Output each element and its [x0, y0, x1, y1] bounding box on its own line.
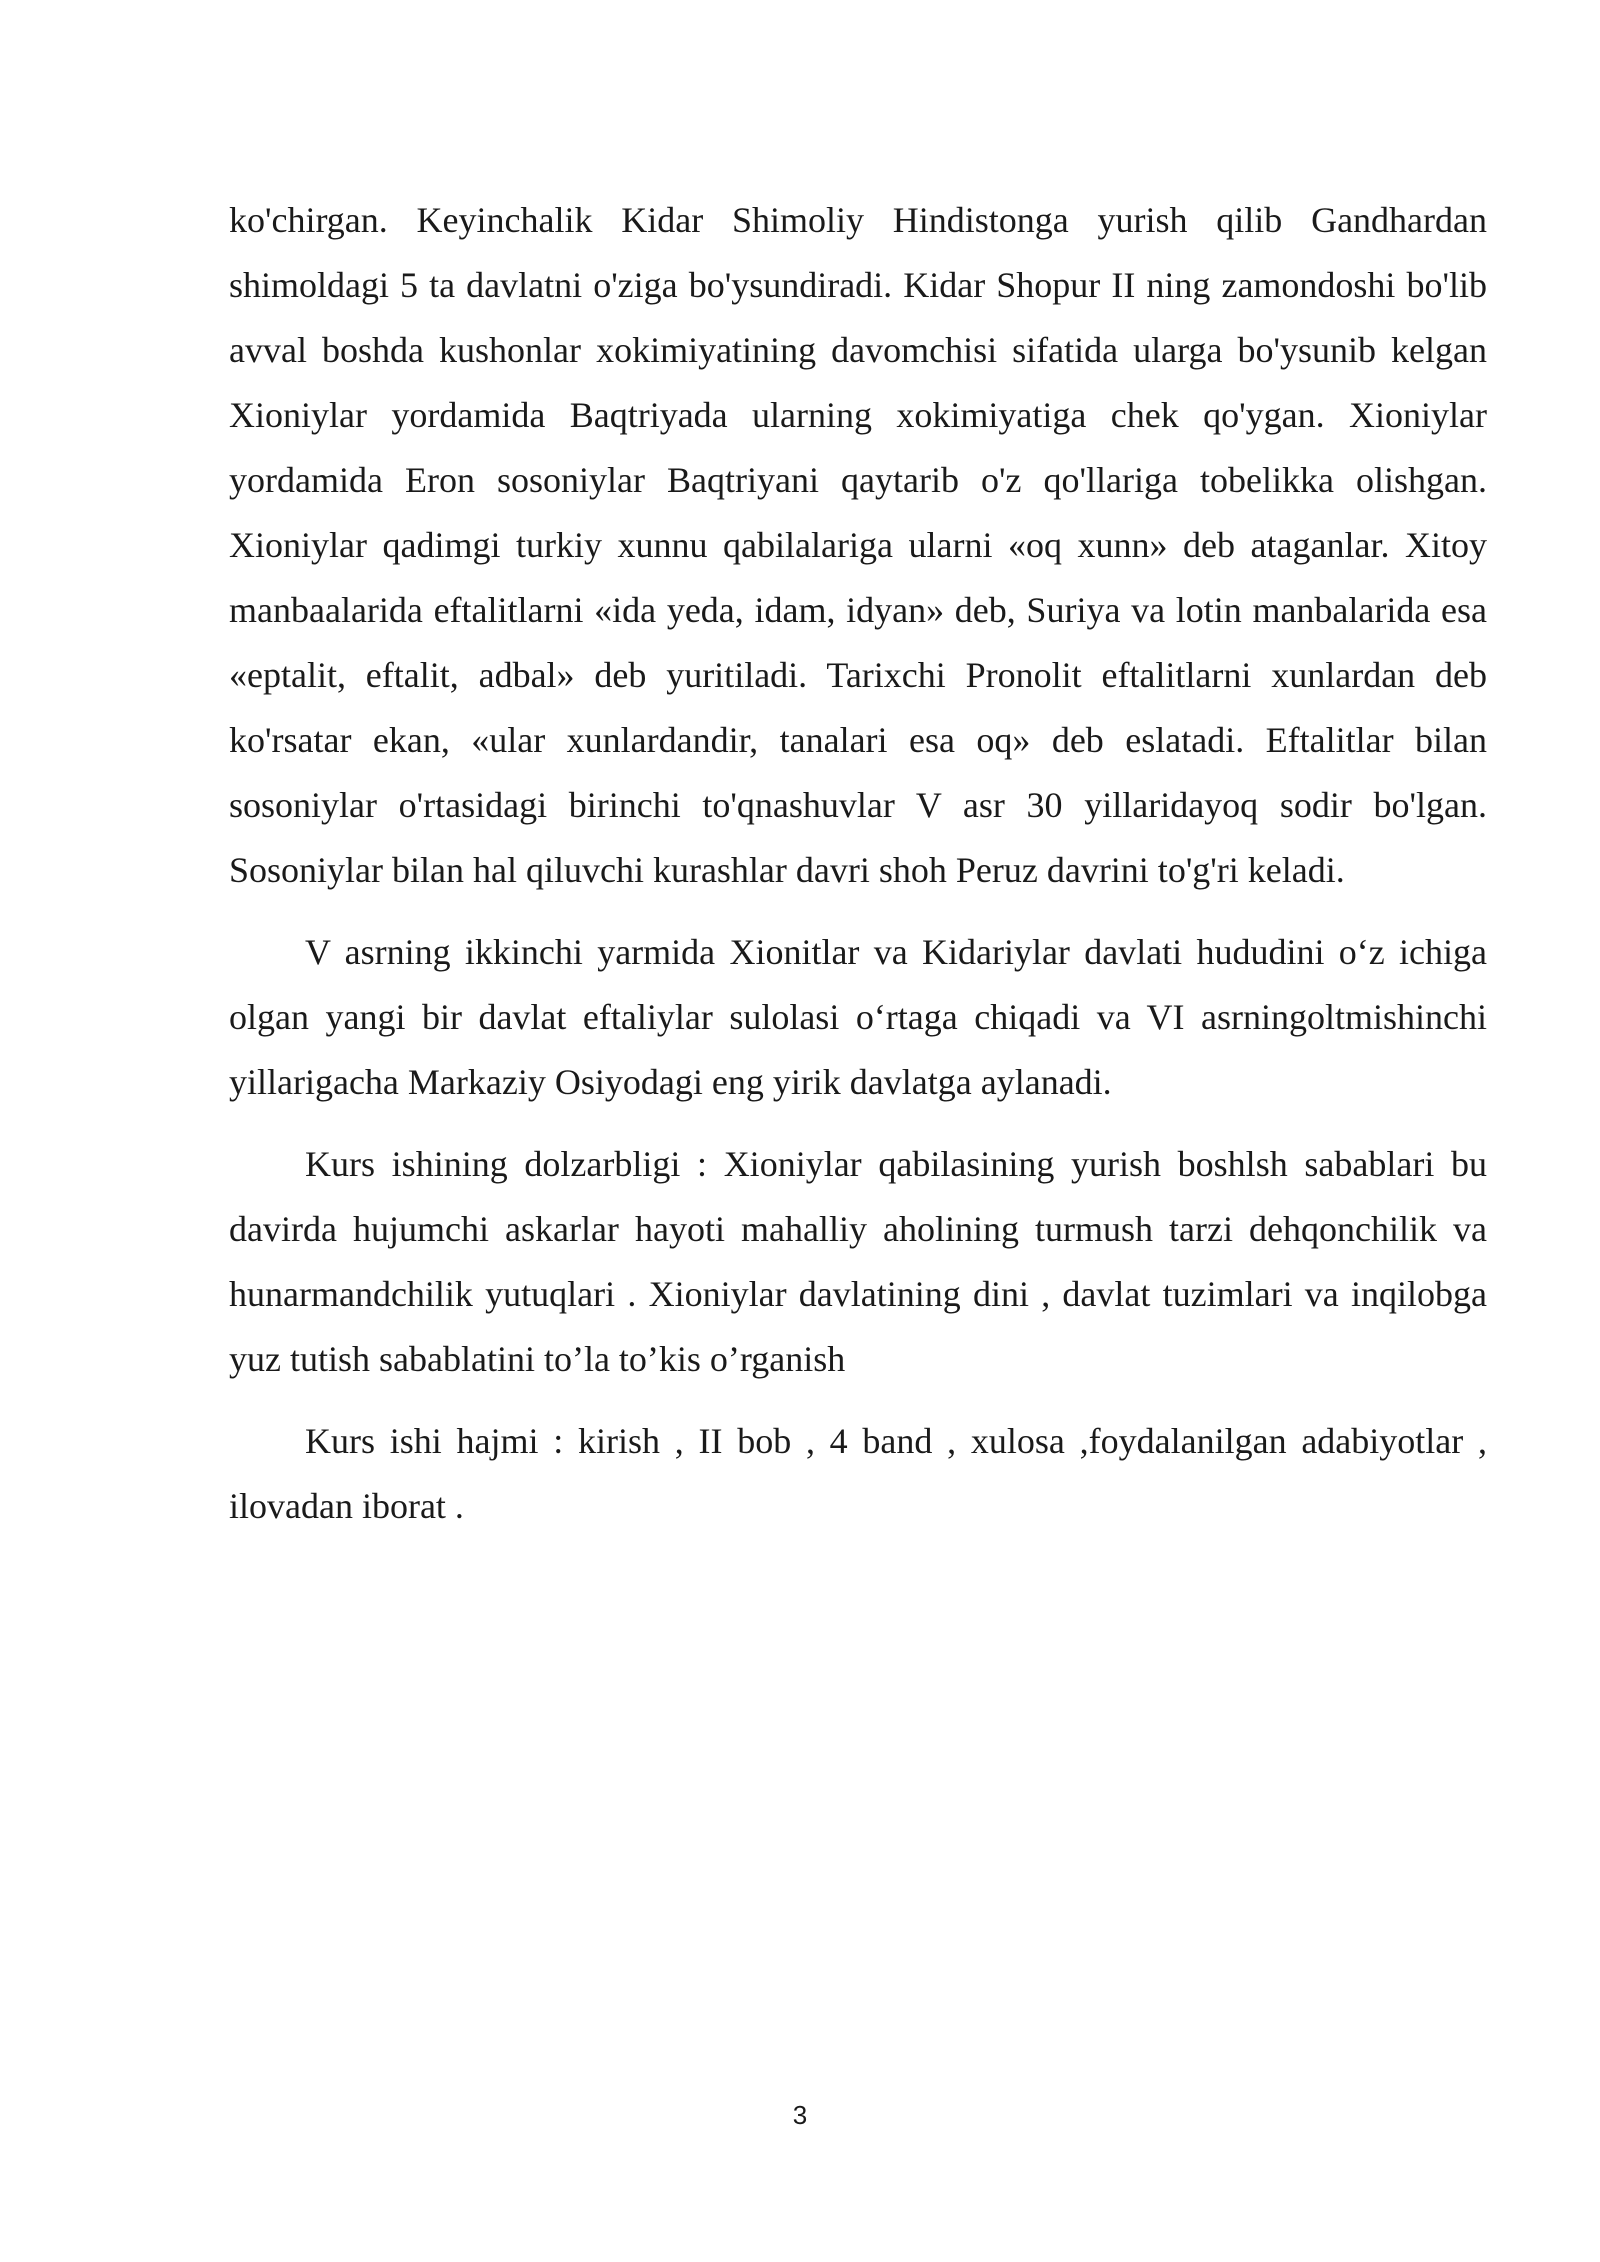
- paragraph-1: ko'chirgan. Keyinchalik Kidar Shimoliy Hindistonga yurish qilib Gandhardan shimoldagi 5 ta davlatni o'ziga bo'ysundiradi. Kidar Shopur II ning zamondoshi bo'lib avval boshda kushonlar xokimiyatining davomchisi sifatida ularga bo'ysunib kelgan Xioniylar yordamida Baqtriyada ularning xokimiyatiga chek qo'ygan. Xioniylar yordamida Eron sosoniylar Baqtriyani qaytarib o'z qo'llariga tobelikka olishgan. Xioniylar qadimgi turkiy xunnu qabilalariga ularni «oq xunn» deb ataganlar. Xitoy manbaalarida eftalitlarni «ida yeda, idam, idyan» deb, Suriya va lotin manbalarida esa «eptalit, eftalit, adbal» deb yuritiladi. Tarixchi Pronolit eftalitlarni xunlardan deb ko'rsatar ekan, «ular xunlardandir, tanalari esa oq» deb eslatadi. Eftalitlar bilan sosoniylar o'rtasidagi birinchi to'qnashuvlar V asr 30 yillaridayoq sodir bo'lgan. Sosoniylar bilan hal qiluvchi kurashlar davri shoh Peruz davrini to'g'ri keladi.: [229, 200, 1487, 890]
- paragraph-2: V asrning ikkinchi yarmida Xionitlar va Kidariylar davlati hududini o‘z ichiga olgan yangi bir davlat eftaliylar sulolasi o‘rtaga chiqadi va VI asrningoltmishinchi yillarigacha Markaziy Osiyodagi eng yirik davlatga aylanadi.: [229, 932, 1487, 1102]
- body-text: [229, 188, 1487, 1556]
- paragraph-4: Kurs ishi hajmi : kirish , II bob , 4 band , xulosa ,foydalanilgan adabiyotlar , ilovadan iborat .: [229, 1421, 1487, 1526]
- paragraph-3: Kurs ishining dolzarbligi : Xioniylar qabilasining yurish boshlsh sabablari bu davirda hujumchi askarlar hayoti mahalliy aholining turmush tarzi dehqonchilik va hunarmandchilik yutuqlari . Xioniylar davlatining dini , davlat tuzimlari va inqilobga yuz tutish sabablatini to’la to’kis o’rganish: [229, 1144, 1487, 1379]
- page-number: 3: [792, 2100, 808, 2130]
